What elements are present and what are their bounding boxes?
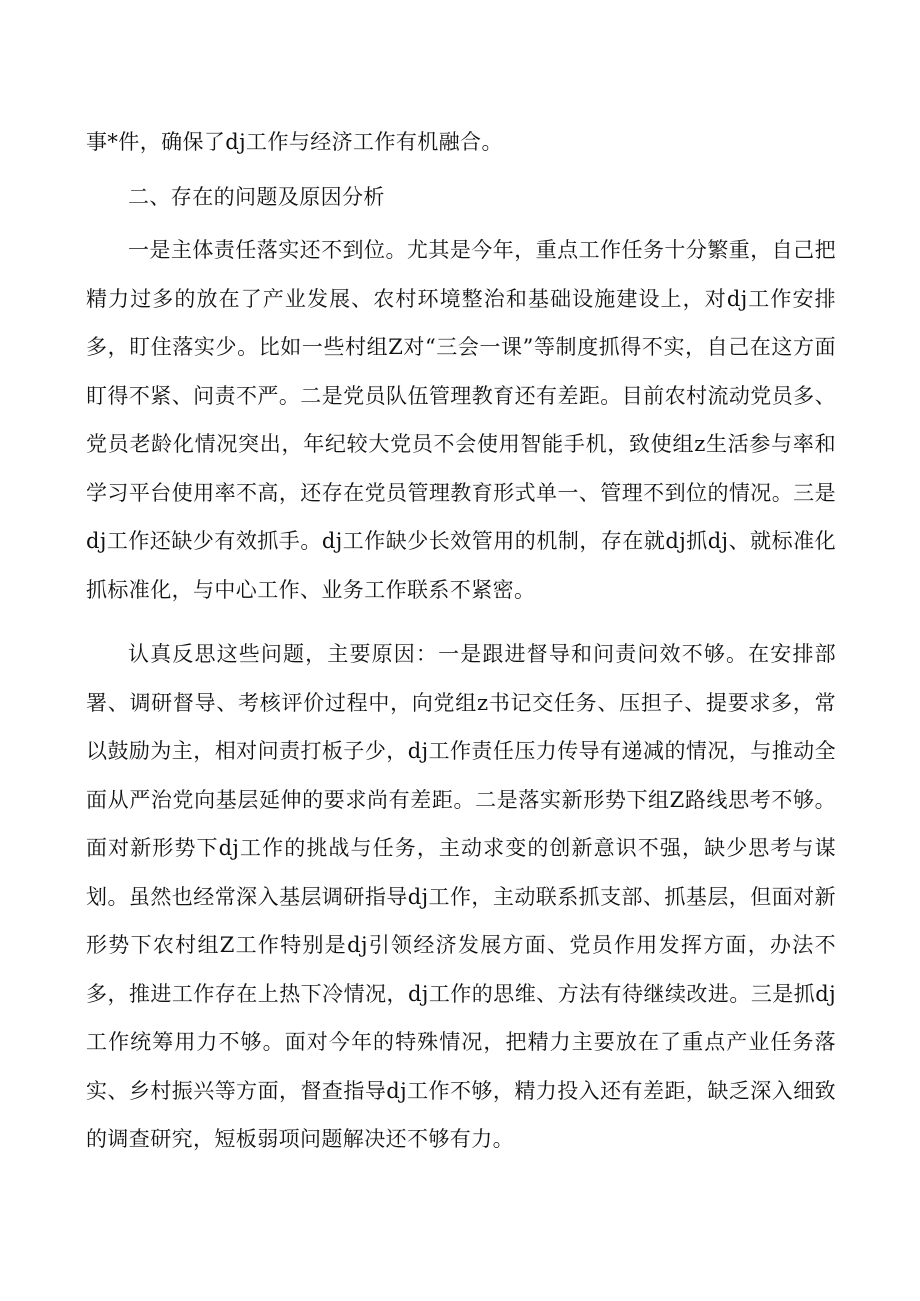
section-heading: 二、存在的问题及原因分析 [128,185,385,209]
paragraph-causes: 认真反思这些问题，主要原因：一是跟进督导和问责问效不够。在安排部署、调研督导、考核评价过程中，向党组z书记交任务、压担子、提要求多，常以鼓励为主，相对问责打板子少，dj工作责任压力传导有递减的情况，与推动全面从严治党向基层延伸的要求尚有差距。二是落实新形势下组Z路线思考不够。面对新形势下dj工作的挑战与任务，主动求变的创新意识不强，缺少思考与谋划。虽然也经常深入基层调研指导dj工作，主动联系抓支部、抓基层，但面对新形势下农村组Z工作特别是dj引领经济发展方面、党员作用发挥方面，办法不多，推进工作存在上热下冷情况，dj工作的思维、方法有待继续改进。三是抓dj工作统筹用力不够。面对今年的特殊情况，把精力主要放在了重点产业任务落实、乡村振兴等方面，督查指导dj工作不够，精力投入还有差距，缺乏深入细致的调查研究，短板弱项问题解决还不够有力。 [86,642,836,1151]
paragraph-continuation: 事*件，确保了dj工作与经济工作有机融合。 [86,130,503,154]
paragraph-problems: 一是主体责任落实还不到位。尤其是今年，重点工作任务十分繁重，自己把精力过多的放在了产业发展、农村环境整治和基础设施建设上，对dj工作安排多，盯住落实少。比如一些村组Z对“三会一课”等制度抓得不实，自己在这方面盯得不紧、问责不严。二是党员队伍管理教育还有差距。目前农村流动党员多、党员老龄化情况突出，年纪较大党员不会使用智能手机，致使组z生活参与率和学习平台使用率不高，还存在党员管理教育形式单一、管理不到位的情况。三是dj工作还缺少有效抓手。dj工作缺少长效管用的机制，存在就dj抓dj、就标准化抓标准化，与中心工作、业务工作联系不紧密。 [86,238,836,602]
